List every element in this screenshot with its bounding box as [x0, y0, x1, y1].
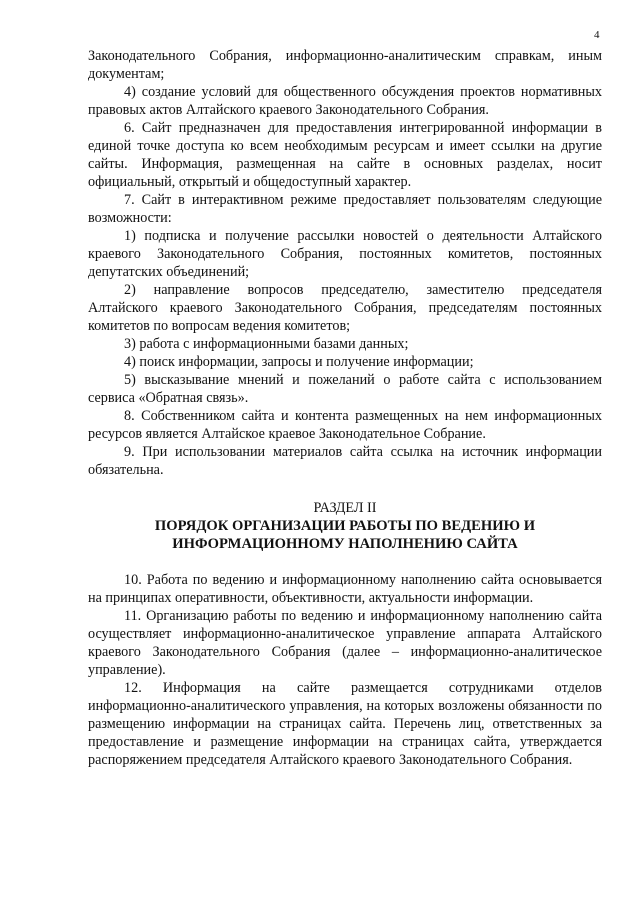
paragraph-item-4: 4) создание условий для общественного обсуждения проектов нормативных правовых актов Алтайского краевого Законодательного Собрания.	[88, 84, 602, 118]
paragraph-7-item-2: 2) направление вопросов председателю, заместителю председателя Алтайского краевого Законодательного Собрания, председателям постоянных комитетов по вопросам ведения комитетов;	[88, 282, 602, 334]
paragraph-8: 8. Собственником сайта и контента размещенных на нем информационных ресурсов является Алтайское краевое Законодательное Собрание.	[88, 408, 602, 442]
paragraph-7-item-3: 3) работа с информационными базами данных;	[124, 336, 409, 352]
paragraph-12: 12. Информация на сайте размещается сотрудниками отделов информационно-аналитического управления, на которых возложены обязанности по размещению информации на страницах сайта. Перечень лиц, ответственных за предоставление и размещение информации на страницах сайта, утверждается распоряжением председателя Алтайского краевого Законодательного Собрания.	[88, 680, 602, 768]
section-title: ПОРЯДОК ОРГАНИЗАЦИИ РАБОТЫ ПО ВЕДЕНИЮ И ИНФОРМАЦИОННОМУ НАПОЛНЕНИЮ САЙТА	[154, 518, 536, 552]
paragraph-9: 9. При использовании материалов сайта ссылка на источник информации обязательна.	[88, 444, 602, 478]
section-spacer	[88, 553, 602, 571]
paragraph-10: 10. Работа по ведению и информационному наполнению сайта основывается на принципах оперативности, объективности, актуальности информации.	[88, 572, 602, 606]
document-body	[88, 47, 602, 769]
paragraph-11: 11. Организацию работы по ведению и информационному наполнению сайта осуществляет информационно-аналитическое управление аппарата Алтайского краевого Законодательного Собрания (далее – информационно-аналитическое управление).	[88, 608, 602, 678]
section-spacer	[88, 479, 602, 499]
paragraph-continuation: Законодательного Собрания, информационно-аналитическим справкам, иным документам;	[88, 48, 602, 82]
section-label: РАЗДЕЛ II	[313, 500, 377, 516]
paragraph-7-item-4: 4) поиск информации, запросы и получение информации;	[124, 354, 474, 370]
page-number: 4	[594, 29, 600, 41]
paragraph-7: 7. Сайт в интерактивном режиме предоставляет пользователям следующие возможности:	[88, 192, 602, 226]
paragraph-6: 6. Сайт предназначен для предоставления интегрированной информации в единой точке доступа ко всем необходимым ресурсам и имеет ссылки на другие сайты. Информация, размещенная на сайте в основных разделах, носит официальный, открытый и общедоступный характер.	[88, 120, 602, 190]
paragraph-7-item-5: 5) высказывание мнений и пожеланий о работе сайта с использованием сервиса «Обратная связь».	[88, 372, 602, 406]
paragraph-7-item-1: 1) подписка и получение рассылки новостей о деятельности Алтайского краевого Законодательного Собрания, постоянных комитетов, постоянных депутатских объединений;	[88, 228, 602, 280]
